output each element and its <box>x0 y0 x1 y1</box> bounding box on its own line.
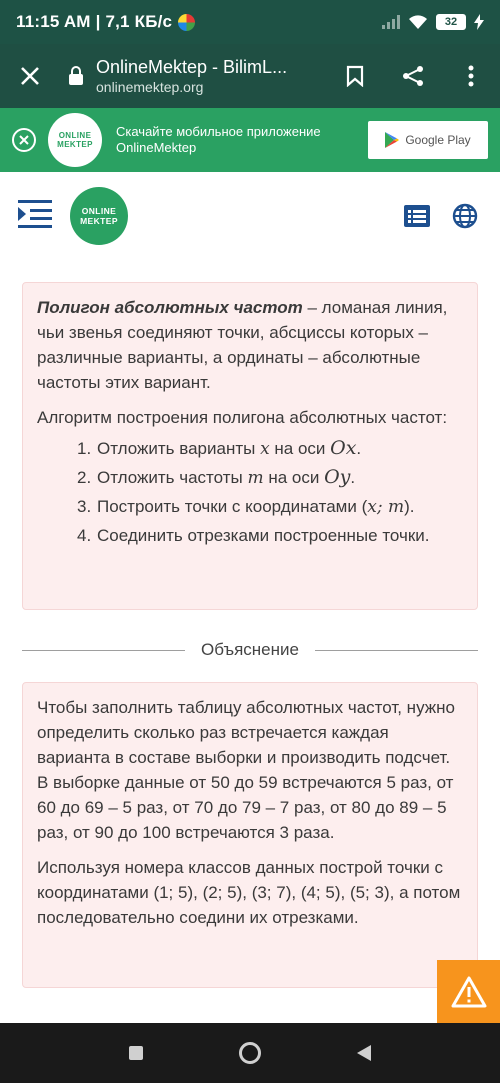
close-icon <box>19 135 29 145</box>
algorithm-title: Алгоритм построения полигона абсолютных частот: <box>37 408 448 427</box>
google-play-button[interactable] <box>368 121 488 159</box>
share-button[interactable] <box>384 44 442 108</box>
step-math: x; m <box>367 497 405 517</box>
step-text: на оси <box>263 468 325 487</box>
wifi-icon <box>408 14 428 30</box>
globe-icon[interactable] <box>452 203 478 229</box>
menu-toggle-button[interactable] <box>18 199 52 234</box>
explanation-paragraph-1: Чтобы заполнить таблицу абсолютных частот, нужно определить сколько раз встречается каждая варианта в составе выборки и производить подсчет. В выборке данные от 50 до 59 встречаются 5 раз, от 60 до 69 – 5 раз, от 70 до 79 – 7 раз, от 80 до 89 – 5 раз, от 90 до 100 встречаются 3 раза. <box>37 698 455 842</box>
bookmark-button[interactable] <box>326 44 384 108</box>
page-title: OnlineMektep - BilimL... <box>96 57 288 77</box>
header-actions <box>404 203 478 229</box>
promo-text: Скачайте мобильное приложение OnlineMektep <box>116 124 321 155</box>
step-text: ). <box>404 497 415 516</box>
step-number: 2. <box>77 468 92 487</box>
status-icons <box>382 14 484 30</box>
step-text: Отложить варианты <box>97 439 261 458</box>
logo-line-2: MEKTEP <box>57 140 93 149</box>
close-icon <box>19 65 41 87</box>
algorithm-step <box>77 465 463 491</box>
app-promo-banner <box>0 108 500 172</box>
browser-actions <box>326 44 500 108</box>
definition-paragraph <box>37 295 463 395</box>
report-problem-button[interactable] <box>437 960 500 1023</box>
battery-icon: 32 <box>436 14 466 30</box>
lock-icon <box>66 66 86 86</box>
step-axis: Oy <box>324 466 351 488</box>
menu-collapse-icon <box>18 199 52 229</box>
promo-close-button[interactable] <box>12 128 36 152</box>
contents-list-icon[interactable] <box>404 205 430 227</box>
step-text: Построить точки с координатами ( <box>97 497 368 516</box>
close-tab-button[interactable] <box>0 44 60 108</box>
app-header <box>0 172 500 260</box>
bookmark-icon <box>346 65 364 87</box>
explanation-box <box>22 682 478 988</box>
algorithm-step <box>77 494 463 520</box>
google-play-label: Google Play <box>405 133 471 147</box>
warning-icon <box>451 976 487 1008</box>
logo-line-1: ONLINE <box>58 131 92 140</box>
step-text: . <box>356 439 362 458</box>
step-text: Отложить частоты <box>97 468 248 487</box>
promo-logo <box>48 113 102 167</box>
url-block[interactable] <box>66 56 287 96</box>
more-vertical-icon <box>468 65 474 87</box>
divider-line <box>315 650 478 651</box>
definition-term: Полигон абсолютных частот <box>37 298 303 317</box>
onlinemektep-logo[interactable] <box>70 187 128 245</box>
algorithm-step <box>77 523 463 548</box>
step-number: 4. <box>77 526 92 545</box>
home-icon[interactable] <box>239 1042 261 1064</box>
google-play-icon <box>385 132 399 148</box>
charging-icon <box>474 14 484 30</box>
definition-text: – ломаная линия, чьи звенья соединяют точки, абсциссы которых – различные варианты, а ординаты – абсолютные частоты этих вариант. <box>37 298 448 392</box>
logo-line-2: MEKTEP <box>80 216 118 226</box>
share-icon <box>401 64 425 88</box>
page-url: onlinemektep.org <box>96 79 204 95</box>
back-icon[interactable] <box>356 1044 372 1062</box>
more-menu-button[interactable] <box>442 44 500 108</box>
algorithm-steps <box>37 436 463 548</box>
algorithm-step <box>77 436 463 462</box>
step-text: Соединить отрезками построенные точки. <box>97 526 430 545</box>
app-notification-icon <box>178 14 195 31</box>
step-math: m <box>247 468 264 488</box>
theory-box <box>22 282 478 610</box>
signal-icon <box>382 15 400 29</box>
step-axis: Ox <box>330 437 357 459</box>
recent-apps-icon[interactable] <box>128 1045 144 1061</box>
divider-label: Объяснение <box>201 640 299 659</box>
logo-line-1: ONLINE <box>81 206 117 216</box>
status-bar <box>0 0 500 44</box>
step-text: . <box>350 468 356 487</box>
step-text: на оси <box>269 439 331 458</box>
divider-line <box>22 650 185 651</box>
status-time: 11:15 AM | 7,1 КБ/с <box>16 12 173 31</box>
step-number: 1. <box>77 439 92 458</box>
explanation-paragraph-2: Используя номера классов данных построй точки с координатами (1; 5), (2; 5), (3; 7), (4; 5), (5; 3), а потом последовательно соедини их отрезками. <box>37 858 461 927</box>
step-number: 3. <box>77 497 92 516</box>
explanation-divider <box>22 638 478 662</box>
system-nav-bar <box>0 1023 500 1083</box>
step-math: x <box>260 439 270 459</box>
browser-toolbar <box>0 44 500 108</box>
